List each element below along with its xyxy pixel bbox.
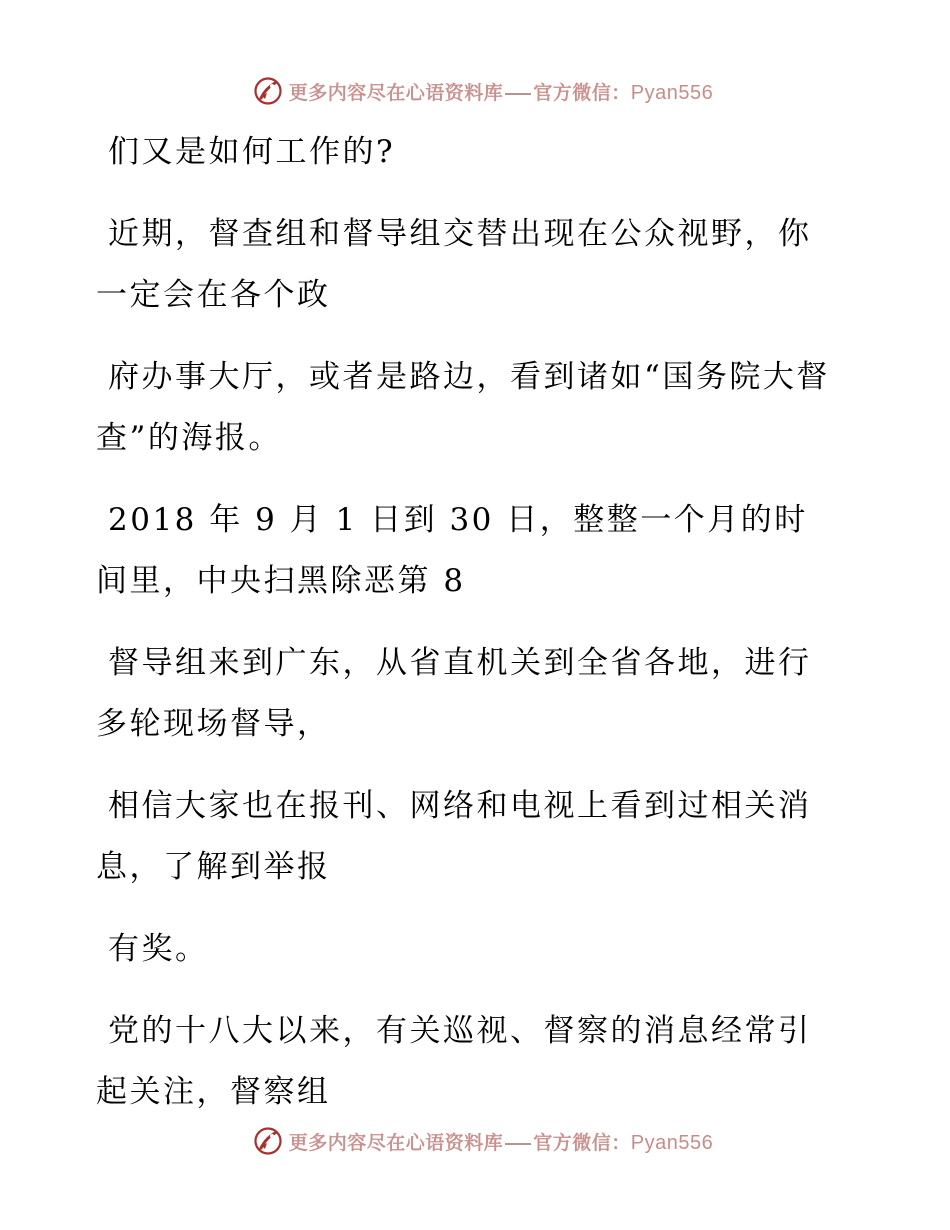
banner-text-cn: 更多内容尽在心语资料库 xyxy=(288,1131,504,1154)
footer-banner xyxy=(0,1121,950,1161)
paragraph: 府办事大厅，或者是路边，看到诸如“国务院大督查”的海报。 xyxy=(96,359,830,456)
paragraph: 们又是如何工作的? xyxy=(108,134,396,170)
paragraph: 2018 年 9 月 1 日到 30 日，整整一个月的时间里，中央扫黑除恶第 8 xyxy=(96,502,808,599)
header-banner xyxy=(0,71,950,111)
banner-text-official: 官方微信： xyxy=(533,81,631,104)
banner-text-id: Pyan556 xyxy=(630,1131,714,1154)
banner-text-id: Pyan556 xyxy=(630,81,714,104)
seal-pen-icon xyxy=(253,1126,283,1156)
paragraph: 有奖。 xyxy=(108,931,209,967)
banner-dash xyxy=(505,1143,531,1145)
banner-dash xyxy=(505,93,531,95)
document-body xyxy=(96,122,831,1144)
banner-text-official: 官方微信： xyxy=(533,1131,631,1154)
seal-pen-icon xyxy=(253,76,283,106)
paragraph: 相信大家也在报刊、网络和电视上看到过相关消息，了解到举报 xyxy=(96,788,812,885)
paragraph: 督导组来到广东，从省直机关到全省各地，进行多轮现场督导， xyxy=(96,645,812,742)
paragraph: 近期，督查组和督导组交替出现在公众视野，你一定会在各个政 xyxy=(96,216,812,313)
paragraph: 党的十八大以来，有关巡视、督察的消息经常引起关注，督察组 xyxy=(96,1013,812,1110)
banner-text-cn: 更多内容尽在心语资料库 xyxy=(288,81,504,104)
